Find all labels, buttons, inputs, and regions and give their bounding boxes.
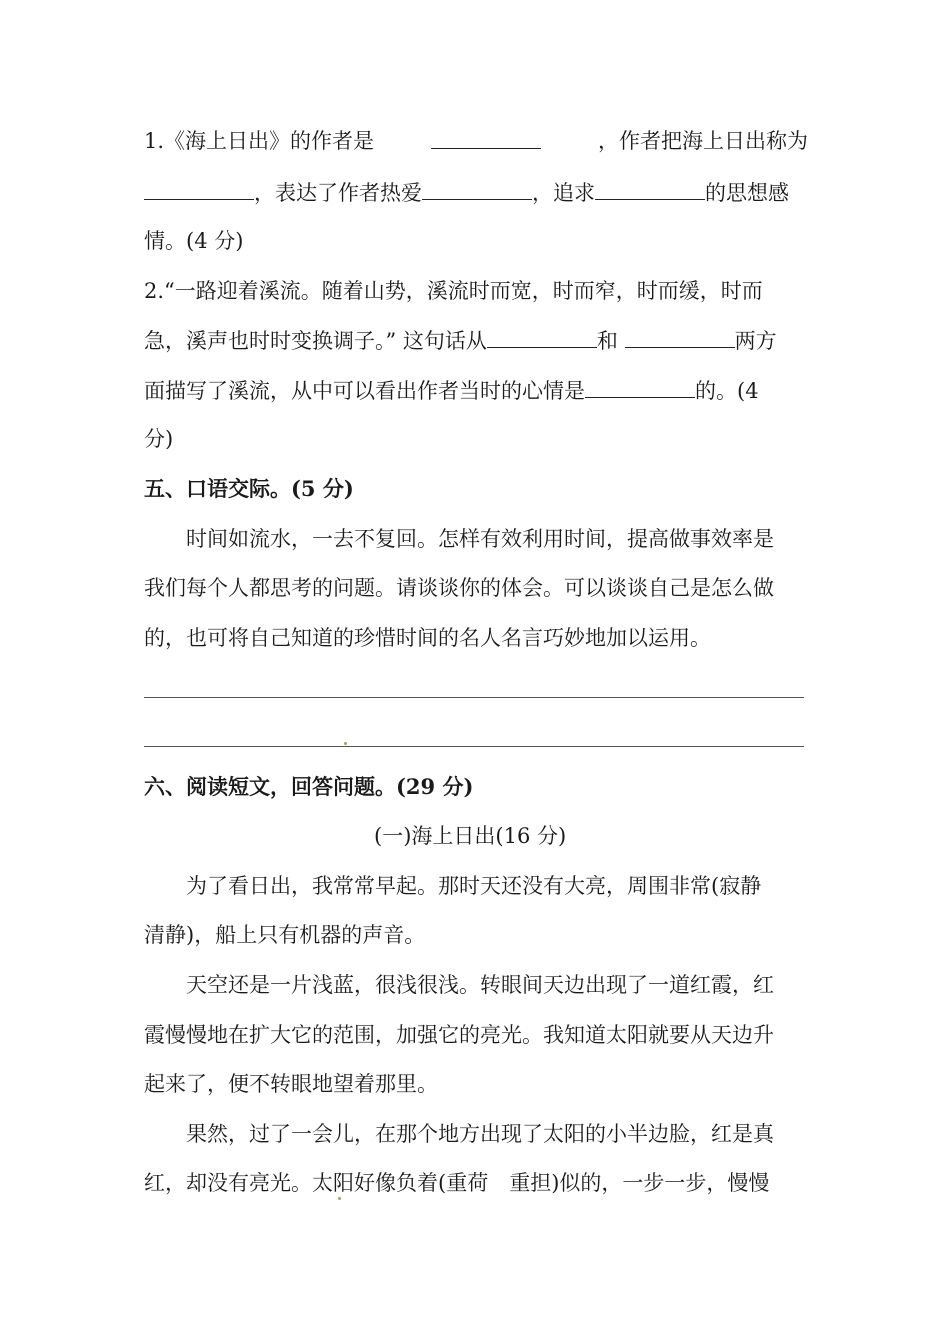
passage-p2-line3: 起来了，便不转眼地望着那里。 [144, 1072, 438, 1096]
passage-p2-line1: 天空还是一片浅蓝，很浅很浅。转眼间天边出现了一道红霞，红 [186, 973, 774, 997]
q1-text-d: ，追求 [532, 181, 595, 205]
passage-p1-line1: 为了看日出，我常常早起。那时天还没有大亮，周围非常(寂静 [186, 874, 762, 898]
q1-text-b: ，作者把海上日出称为 [597, 129, 808, 153]
passage-p1-line2: 清静)，船上只有机器的声音。 [144, 923, 426, 947]
q1-line2 [144, 177, 789, 207]
passage-p3-line2: 红，却没有亮光。太阳好像负着(重荷 重担)似的，一步一步，慢慢 [144, 1171, 770, 1195]
q1-line3: 情。(4 分) [144, 229, 244, 253]
q2-line2 [144, 325, 777, 355]
passage-subtitle: (一)海上日出(16 分) [374, 824, 567, 848]
q2-line1: 2.“一路迎着溪流。随着山势，溪流时而宽，时而窄，时而缓，时而 [144, 279, 763, 303]
section5-heading: 五、口语交际。(5 分) [144, 476, 354, 501]
q2-text-a: 急，溪声也时时变换调子。” 这句话从 [144, 329, 487, 353]
q1-blank-title[interactable] [144, 177, 254, 200]
q2-blank-mood[interactable] [585, 375, 695, 398]
section5-para-line2: 我们每个人都思考的问题。请谈谈你的体会。可以谈谈自己是怎么做 [144, 576, 774, 600]
section5-para-line3: 的，也可将自己知道的珍惜时间的名人名言巧妙地加以运用。 [144, 626, 711, 650]
q1-text-c: ，表达了作者热爱 [254, 181, 422, 205]
q2-text-e: 的。(4 [695, 379, 759, 403]
q2-line4: 分) [144, 427, 174, 451]
section5-para-line1: 时间如流水，一去不复回。怎样有效利用时间，提高做事效率是 [186, 527, 774, 551]
q2-line3 [144, 375, 759, 405]
answer-line-1[interactable] [144, 697, 804, 698]
q2-text-c: 两方 [734, 329, 777, 353]
section6-heading: 六、阅读短文，回答问题。(29 分) [144, 774, 474, 799]
q1-blank-pursue[interactable] [595, 177, 705, 200]
passage-p3-line1: 果然，过了一会儿，在那个地方出现了太阳的小半边脸，红是真 [186, 1122, 774, 1146]
q1-text-a: 1.《海上日出》的作者是 [144, 129, 375, 153]
q2-blank-2[interactable] [625, 325, 735, 348]
q2-blank-1[interactable] [487, 325, 597, 348]
speck-mark [344, 742, 347, 745]
q2-text-d: 面描写了溪流，从中可以看出作者当时的心情是 [144, 379, 585, 403]
answer-line-2[interactable] [144, 746, 804, 747]
passage-p2-line2: 霞慢慢地在扩大它的范围，加强它的亮光。我知道太阳就要从天边升 [144, 1023, 774, 1047]
q1-blank-author[interactable] [431, 126, 541, 149]
q1-line1 [144, 126, 808, 156]
q2-text-b: 和 [596, 329, 625, 353]
q1-text-e: 的思想感 [705, 181, 789, 205]
speck-mark-2 [338, 1197, 341, 1200]
q1-blank-love[interactable] [422, 177, 532, 200]
